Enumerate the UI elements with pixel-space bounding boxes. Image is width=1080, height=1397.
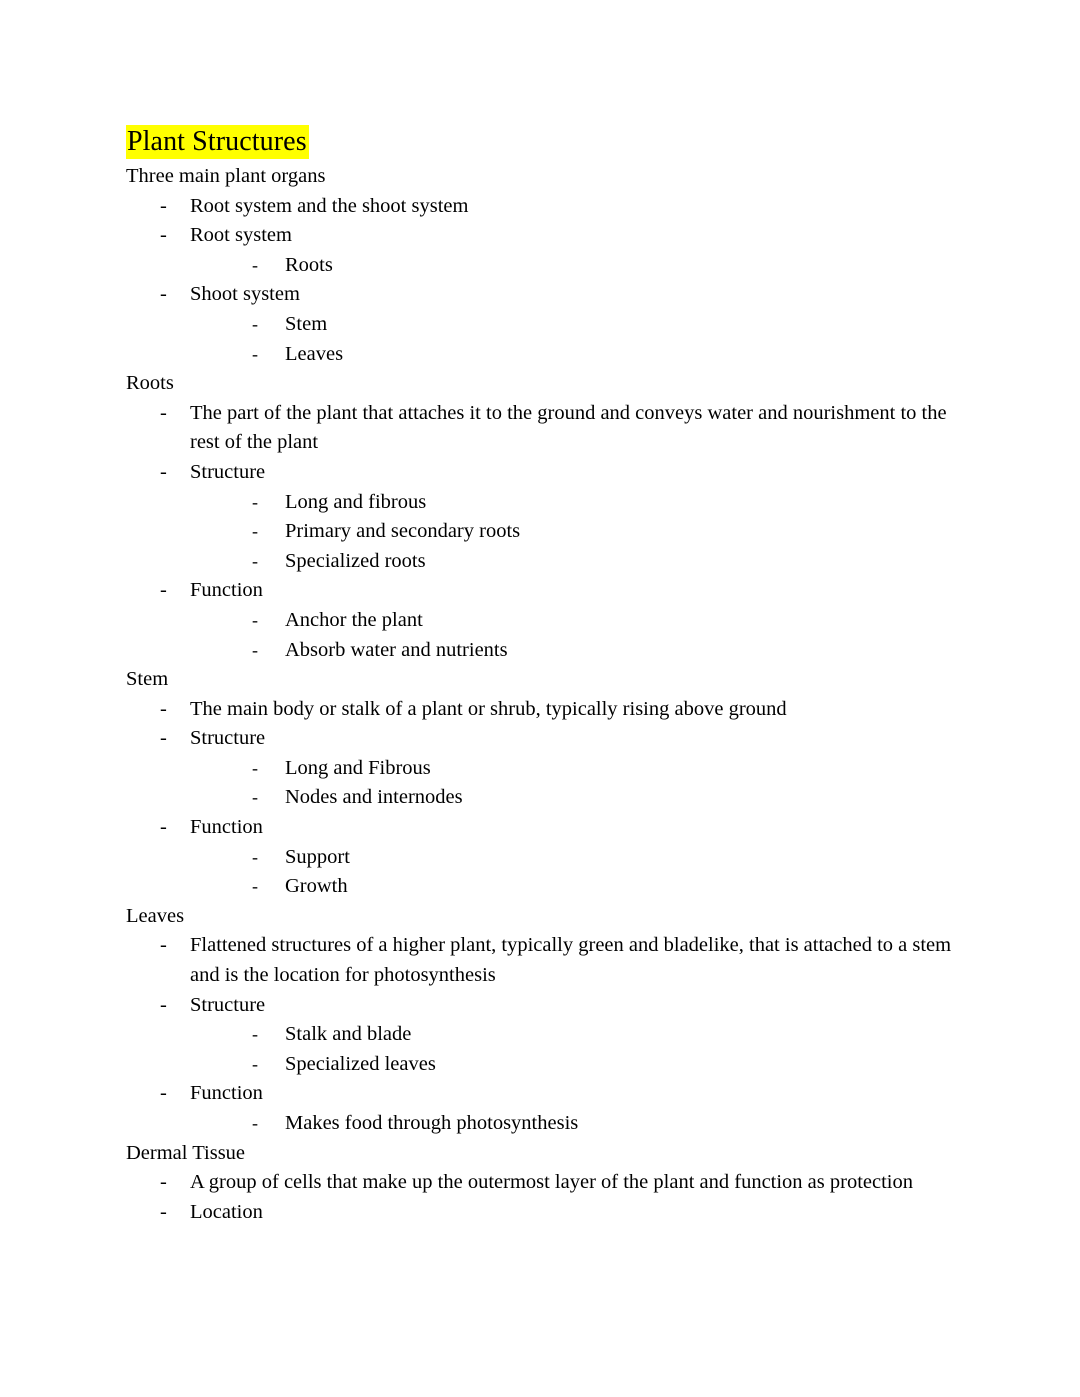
list-item — [252, 517, 956, 547]
bullet-dash-icon: - — [160, 697, 167, 720]
bullet-dash-icon: - — [252, 343, 258, 364]
list-item — [252, 754, 956, 784]
bullet-dash-icon: - — [160, 727, 167, 750]
section-dermal-tissue — [126, 1139, 956, 1228]
list-item-label: Absorb water and nutrients — [285, 638, 508, 661]
list-item — [252, 843, 956, 873]
list-item-label: The part of the plant that attaches it to the ground and conveys water and nourishment to the rest of the plant — [190, 401, 947, 454]
bullet-dash-icon: - — [160, 1200, 167, 1223]
bullet-dash-icon: - — [252, 1053, 258, 1074]
bullet-dash-icon: - — [252, 1024, 258, 1045]
bullet-dash-icon: - — [252, 757, 258, 778]
list-item — [252, 310, 956, 340]
list-item — [252, 606, 956, 636]
bullet-dash-icon: - — [160, 816, 167, 839]
bullet-dash-icon: - — [252, 787, 258, 808]
list-item-label: Primary and secondary roots — [285, 520, 521, 543]
list-item — [160, 695, 956, 725]
list-item — [252, 251, 956, 281]
section-stem — [126, 665, 956, 902]
list-item — [252, 872, 956, 902]
bullet-list-level-2 — [252, 251, 956, 281]
document-body — [126, 125, 956, 1227]
list-item — [160, 280, 956, 369]
bullet-list-level-1 — [160, 695, 956, 902]
section-leaves — [126, 902, 956, 1139]
bullet-dash-icon: - — [160, 194, 167, 217]
bullet-list-level-1 — [160, 192, 956, 370]
list-item-label: Function — [190, 816, 263, 839]
bullet-dash-icon: - — [160, 283, 167, 306]
list-item — [252, 783, 956, 813]
list-item-label: Location — [190, 1200, 263, 1223]
list-item-label: Specialized leaves — [285, 1052, 436, 1075]
list-item-label: Makes food through photosynthesis — [285, 1112, 579, 1134]
bullet-dash-icon: - — [160, 1171, 167, 1194]
section-heading: Stem — [126, 668, 169, 691]
list-item-label: Flattened structures of a higher plant, typically green and bladelike, that is attached to a stem and is the location for photosynthesis — [190, 934, 952, 987]
list-item — [160, 1079, 956, 1138]
bullet-list-level-2 — [252, 488, 956, 577]
list-item — [252, 1020, 956, 1050]
bullet-list-level-1 — [160, 399, 956, 665]
list-item — [160, 1168, 956, 1198]
bullet-list-level-2 — [252, 1109, 956, 1139]
list-item — [160, 991, 956, 1080]
list-item-label: Nodes and internodes — [285, 786, 463, 809]
list-item — [160, 724, 956, 813]
bullet-dash-icon: - — [160, 224, 167, 247]
list-item-label: Root system — [190, 224, 292, 247]
section-roots — [126, 369, 956, 665]
bullet-dash-icon: - — [252, 550, 258, 571]
list-item — [160, 458, 956, 576]
bullet-dash-icon: - — [252, 313, 258, 334]
list-item-label: Shoot system — [190, 283, 300, 306]
bullet-dash-icon: - — [252, 1113, 258, 1133]
list-item — [252, 636, 956, 666]
list-item-label: Stalk and blade — [285, 1023, 412, 1046]
list-item — [252, 1109, 956, 1139]
list-item-label: Function — [190, 1082, 263, 1105]
section-three-main-plant-organs — [126, 162, 956, 369]
list-item-label: Structure — [190, 460, 266, 483]
bullet-dash-icon: - — [160, 579, 167, 602]
bullet-list-level-2 — [252, 754, 956, 813]
bullet-list-level-2 — [252, 606, 956, 665]
bullet-dash-icon: - — [160, 401, 167, 424]
list-item-label: Structure — [190, 727, 266, 750]
list-item-label: Long and Fibrous — [285, 756, 431, 779]
section-heading: Dermal Tissue — [126, 1141, 246, 1164]
list-item-label: Support — [285, 845, 350, 868]
bullet-dash-icon: - — [252, 491, 258, 512]
bullet-dash-icon: - — [252, 876, 258, 897]
list-item — [160, 931, 956, 990]
list-item — [252, 1050, 956, 1080]
page-title — [126, 125, 956, 159]
page-title-highlight: Plant Structures — [127, 126, 307, 157]
bullet-list-level-2 — [252, 843, 956, 902]
list-item — [252, 547, 956, 577]
bullet-dash-icon: - — [252, 846, 258, 867]
bullet-dash-icon: - — [160, 993, 167, 1016]
bullet-dash-icon: - — [160, 934, 167, 957]
list-item-label: Anchor the plant — [285, 608, 423, 631]
list-item-label: Function — [190, 579, 263, 602]
bullet-dash-icon: - — [252, 521, 258, 542]
bullet-dash-icon: - — [252, 639, 258, 660]
bullet-list-level-1 — [160, 1168, 956, 1227]
bullet-list-level-2 — [252, 1020, 956, 1079]
section-heading: Roots — [126, 372, 174, 395]
section-heading: Leaves — [126, 904, 185, 927]
list-item-label: The main body or stalk of a plant or shrub, typically rising above ground — [190, 697, 787, 720]
section-heading: Three main plant organs — [126, 165, 326, 187]
bullet-dash-icon: - — [252, 609, 258, 630]
bullet-list-level-1 — [160, 931, 956, 1138]
list-item-label: Leaves — [285, 342, 344, 365]
list-item-label: Long and fibrous — [285, 490, 427, 513]
bullet-dash-icon: - — [252, 254, 258, 275]
list-item-label: Growth — [285, 875, 348, 898]
list-item — [160, 1198, 956, 1228]
list-item-label: Structure — [190, 993, 266, 1016]
list-item — [160, 192, 956, 222]
list-item — [160, 221, 956, 280]
bullet-list-level-2 — [252, 310, 956, 369]
list-item — [252, 488, 956, 518]
list-item — [160, 813, 956, 902]
list-item-label: Stem — [285, 312, 328, 335]
bullet-dash-icon: - — [160, 1082, 167, 1105]
bullet-dash-icon: - — [160, 460, 167, 483]
list-item — [160, 576, 956, 665]
list-item-label: Roots — [285, 253, 333, 276]
list-item — [252, 340, 956, 370]
list-item-label: Root system and the shoot system — [190, 194, 469, 217]
list-item-label: Specialized roots — [285, 549, 426, 572]
list-item — [160, 399, 956, 458]
list-item-label: A group of cells that make up the outermost layer of the plant and function as protection — [190, 1171, 913, 1194]
